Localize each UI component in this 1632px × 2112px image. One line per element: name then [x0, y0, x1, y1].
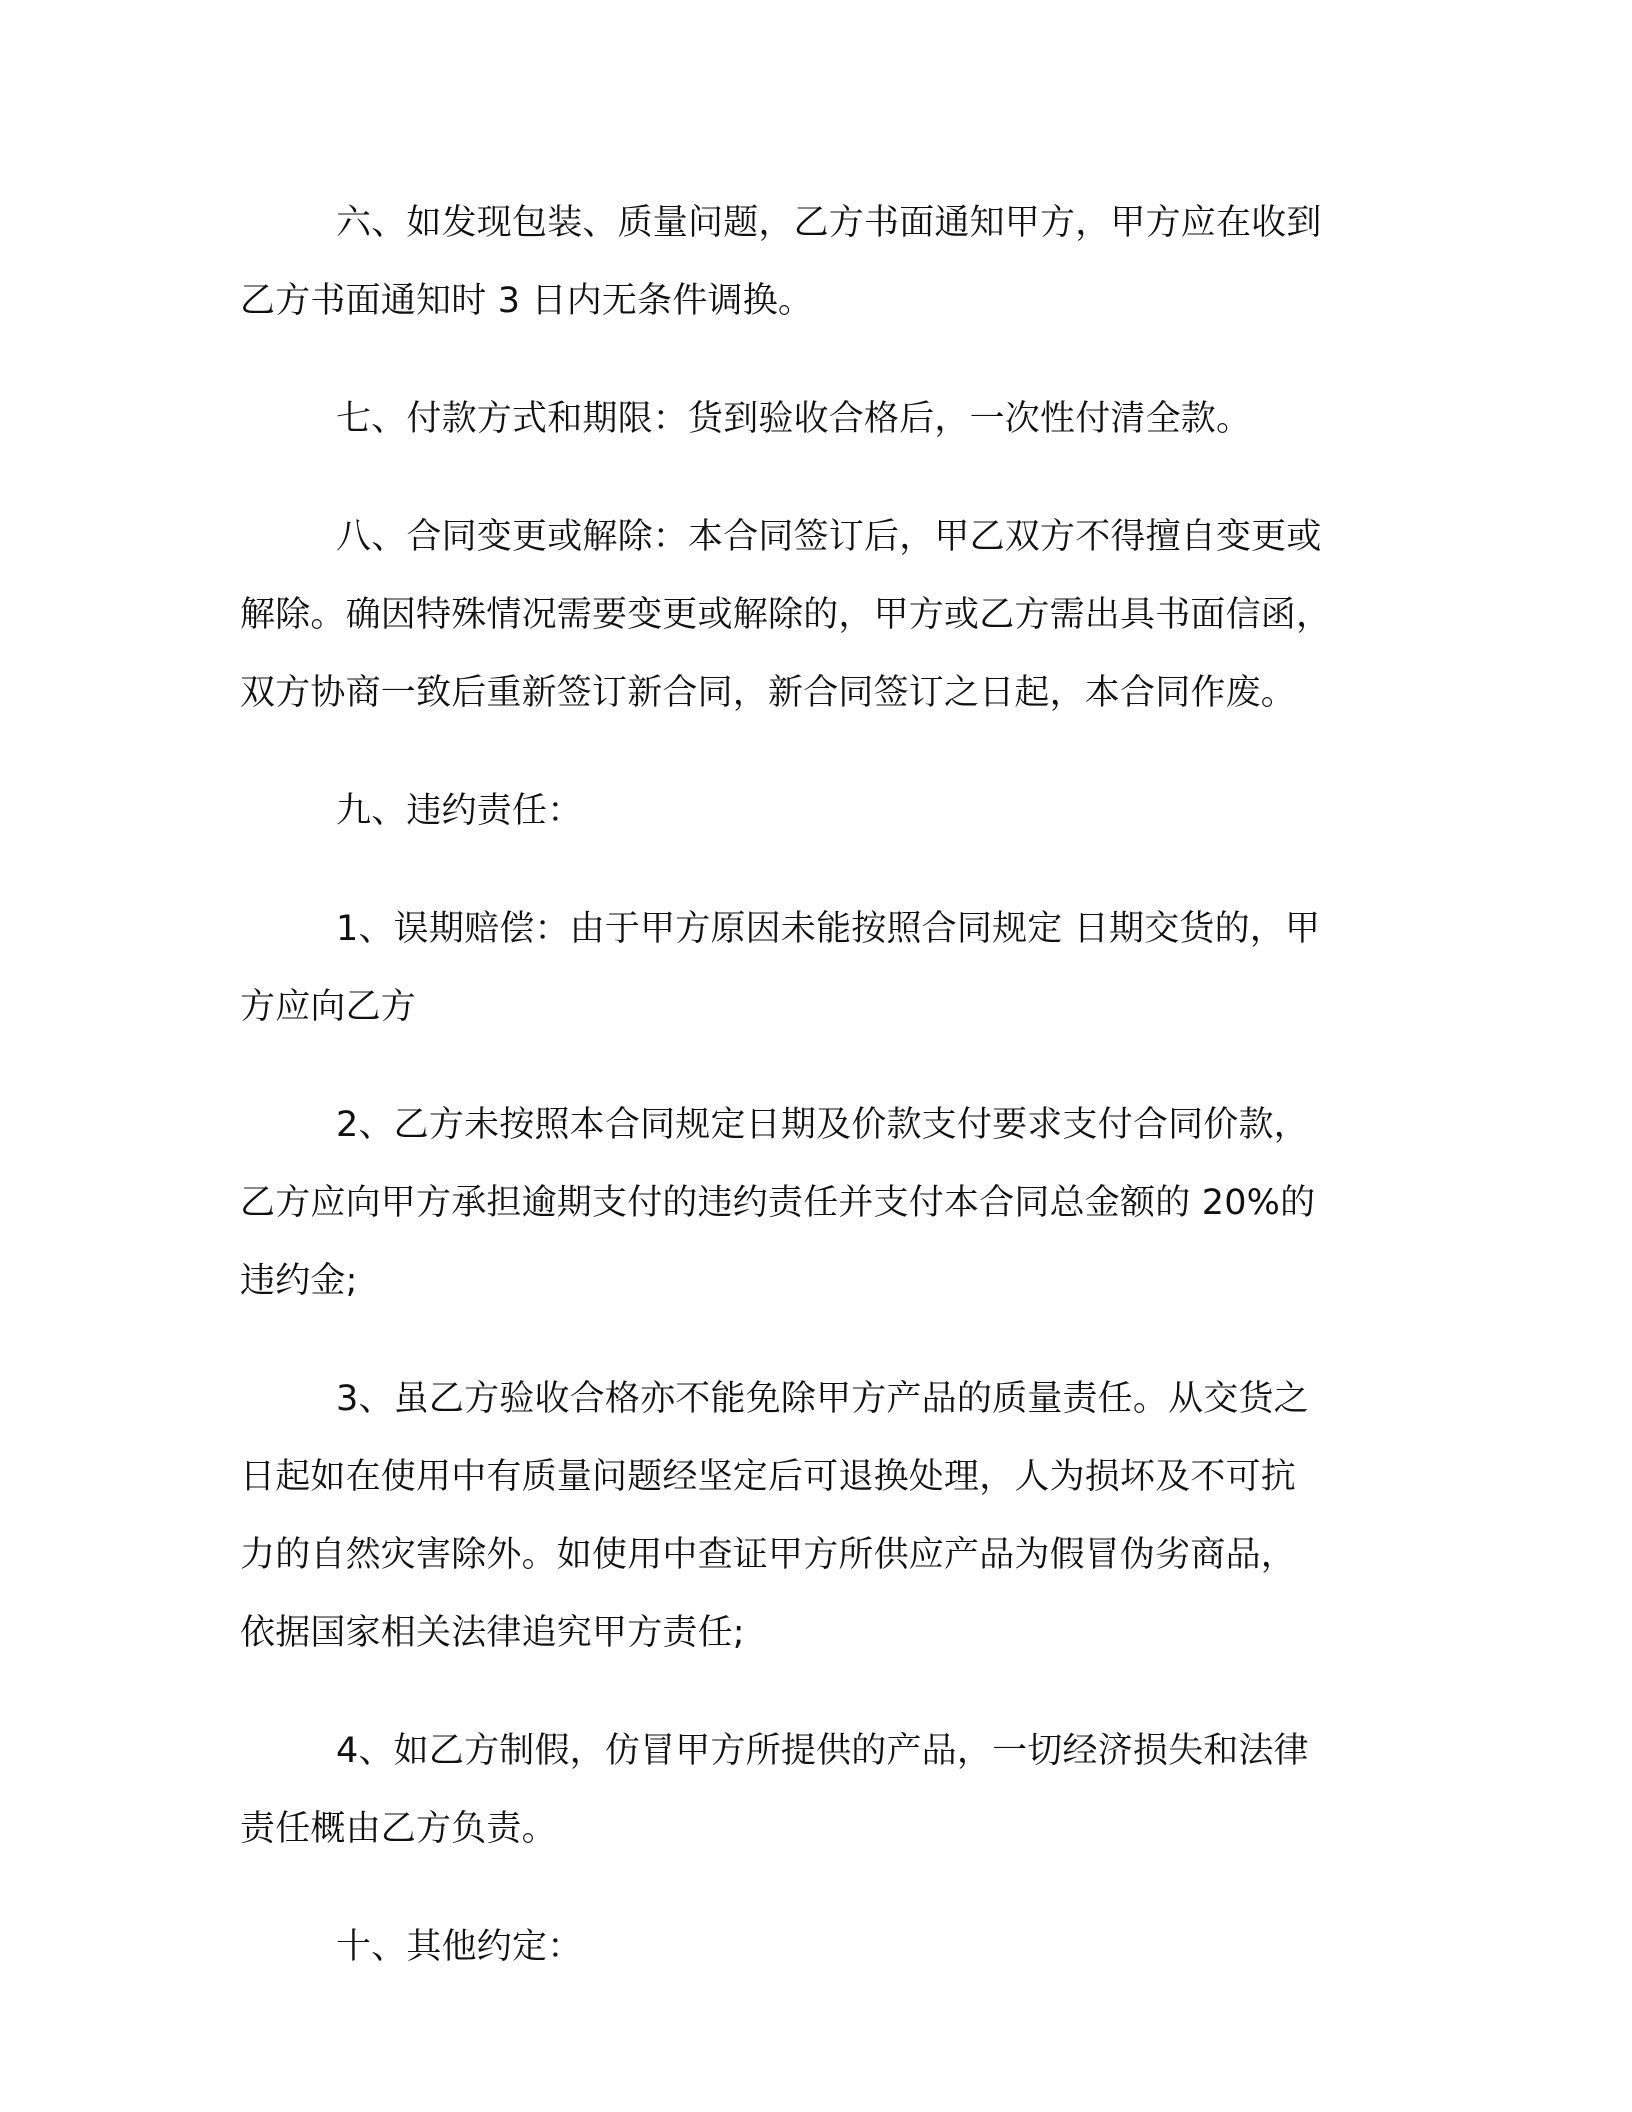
- paragraph-line: 九、违约责任：: [336, 791, 583, 831]
- paragraph-line: 违约金;: [240, 1261, 358, 1301]
- document-body: [240, 184, 1390, 2026]
- clause-9-heading: [240, 772, 1390, 850]
- clause-7: [240, 380, 1390, 458]
- paragraph-line: 日起如在使用中有质量问题经坚定后可退换处理，人为损坏及不可抗: [240, 1457, 1297, 1497]
- paragraph-line: 方应向乙方: [240, 987, 417, 1027]
- paragraph-line: 乙方应向甲方承担逾期支付的违约责任并支付本合同总金额的 20%的: [240, 1183, 1316, 1223]
- paragraph-line: 八、合同变更或解除：本合同签订后，甲乙双方不得擅自变更或: [336, 517, 1322, 557]
- clause-8: [240, 498, 1390, 732]
- clause-9-item-3: [240, 1360, 1390, 1672]
- clause-9-item-4: [240, 1712, 1390, 1868]
- paragraph-line: 4、如乙方制假，仿冒甲方所提供的产品，一切经济损失和法律: [336, 1731, 1309, 1771]
- paragraph-line: 责任概由乙方负责。: [240, 1809, 557, 1849]
- clause-6: [240, 184, 1390, 340]
- paragraph-line: 七、付款方式和期限：货到验收合格后，一次性付清全款。: [336, 399, 1252, 439]
- paragraph-line: 六、如发现包装、质量问题，乙方书面通知甲方，甲方应在收到: [336, 203, 1322, 243]
- paragraph-line: 双方协商一致后重新签订新合同，新合同签订之日起，本合同作废。: [240, 673, 1297, 713]
- paragraph-line: 1、误期赔偿：由于甲方原因未能按照合同规定 日期交货的，甲: [336, 909, 1321, 949]
- clause-9-item-1: [240, 890, 1390, 1046]
- clause-9-item-2: [240, 1086, 1390, 1320]
- paragraph-line: 解除。确因特殊情况需要变更或解除的，甲方或乙方需出具书面信函，: [240, 595, 1332, 635]
- clause-10-heading: [240, 1908, 1390, 1986]
- paragraph-line: 2、乙方未按照本合同规定日期及价款支付要求支付合同价款，: [336, 1105, 1309, 1145]
- paragraph-line: 3、虽乙方验收合格亦不能免除甲方产品的质量责任。从交货之: [336, 1379, 1309, 1419]
- paragraph-line: 乙方书面通知时 3 日内无条件调换。: [240, 281, 814, 321]
- paragraph-line: 力的自然灾害除外。如使用中查证甲方所供应产品为假冒伪劣商品，: [240, 1535, 1297, 1575]
- paragraph-line: 十、其他约定：: [336, 1927, 583, 1967]
- paragraph-line: 依据国家相关法律追究甲方责任;: [240, 1613, 745, 1653]
